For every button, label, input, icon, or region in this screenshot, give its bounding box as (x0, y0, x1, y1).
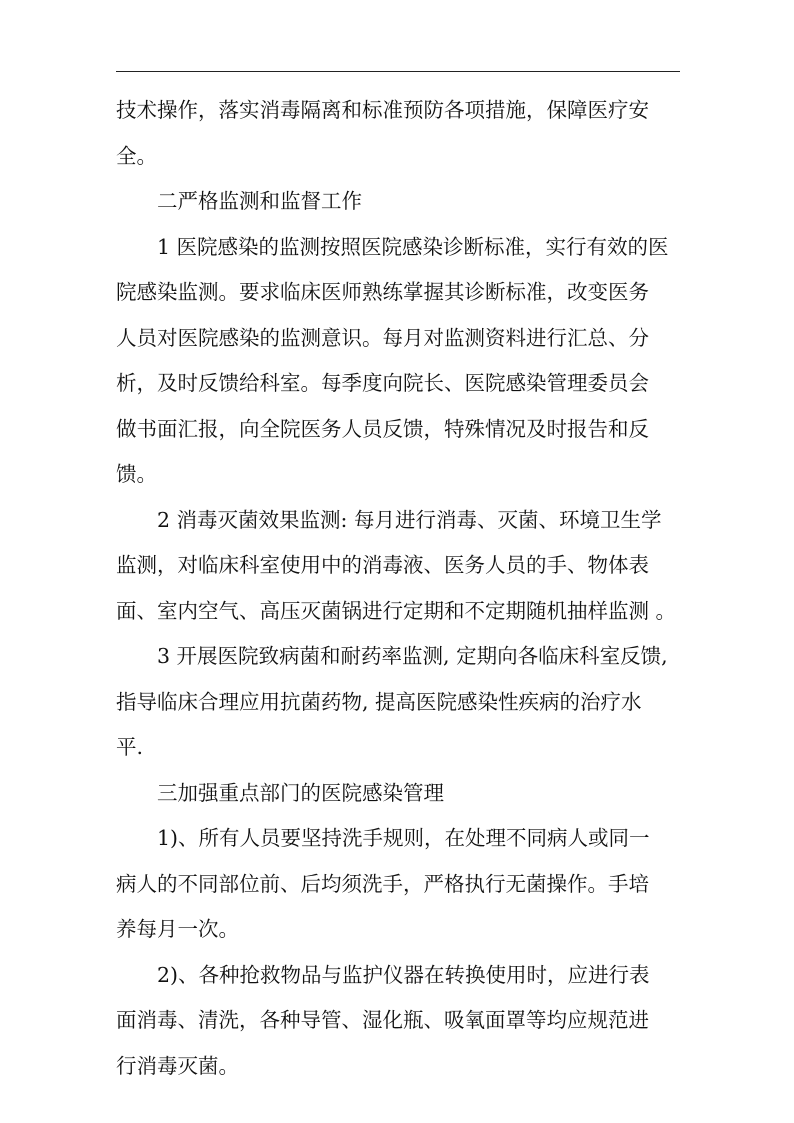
paragraph-monitoring-1 (116, 225, 682, 498)
text-line: 面消毒、清洗，各种导管、湿化瓶、吸氧面罩等均应规范进 (116, 1008, 649, 1032)
document-body (116, 88, 682, 1089)
text-line: 1 医院感染的监测按照医院感染诊断标准，实行有效的医 (157, 234, 669, 259)
text-line: 做书面汇报，向全院医务人员反馈，特殊情况及时报告和反 (116, 416, 649, 441)
header-rule (116, 71, 680, 72)
section-heading-3 (116, 771, 682, 817)
text-line: 馈。 (116, 462, 157, 486)
text-line: 监测，对临床科室使用中的消毒液、医务人员的手、物体表 (116, 553, 649, 577)
text-line: 人员对医院感染的监测意识。每月对监测资料进行汇总、分 (116, 325, 649, 350)
text-line: 3 开展医院致病菌和耐药率监测, 定期向各临床科室反馈, (157, 644, 668, 668)
paragraph-monitoring-2 (116, 498, 682, 635)
text-line: 院感染监测。要求临床医师熟练掌握其诊断标准，改变医务 (116, 280, 649, 304)
text-line: 2 消毒灭菌效果监测: 每月进行消毒、灭菌、环境卫生学 (157, 507, 662, 532)
text-line: 指导临床合理应用抗菌药物, 提高医院感染性疾病的治疗水 (116, 689, 642, 714)
text-line: 养每月一次。 (116, 917, 239, 941)
text-line: 行消毒灭菌。 (116, 1053, 239, 1078)
text-line: 面、室内空气、高压灭菌锅进行定期和不定期随机抽样监测 。 (116, 598, 677, 623)
text-line: 技术操作，落实消毒隔离和标准预防各项措施，保障医疗安 (116, 98, 649, 122)
text-line: 全。 (116, 143, 157, 168)
paragraph-continuation (116, 88, 682, 179)
heading-text: 二严格监测和监督工作 (157, 189, 362, 213)
paragraph-item-2 (116, 953, 682, 1090)
section-heading-2 (116, 179, 682, 225)
text-line: 析，及时反馈给科室。每季度向院长、医院感染管理委员会 (116, 371, 649, 395)
paragraph-monitoring-3 (116, 634, 682, 771)
text-line: 平. (116, 735, 144, 759)
text-line: 1)、所有人员要坚持洗手规则，在处理不同病人或同一 (157, 826, 650, 850)
paragraph-item-1 (116, 816, 682, 953)
heading-text: 三加强重点部门的医院感染管理 (157, 780, 444, 805)
text-line: 2)、各种抢救物品与监护仪器在转换使用时，应进行表 (157, 962, 650, 987)
text-line: 病人的不同部位前、后均须洗手，严格执行无菌操作。手培 (116, 871, 649, 896)
